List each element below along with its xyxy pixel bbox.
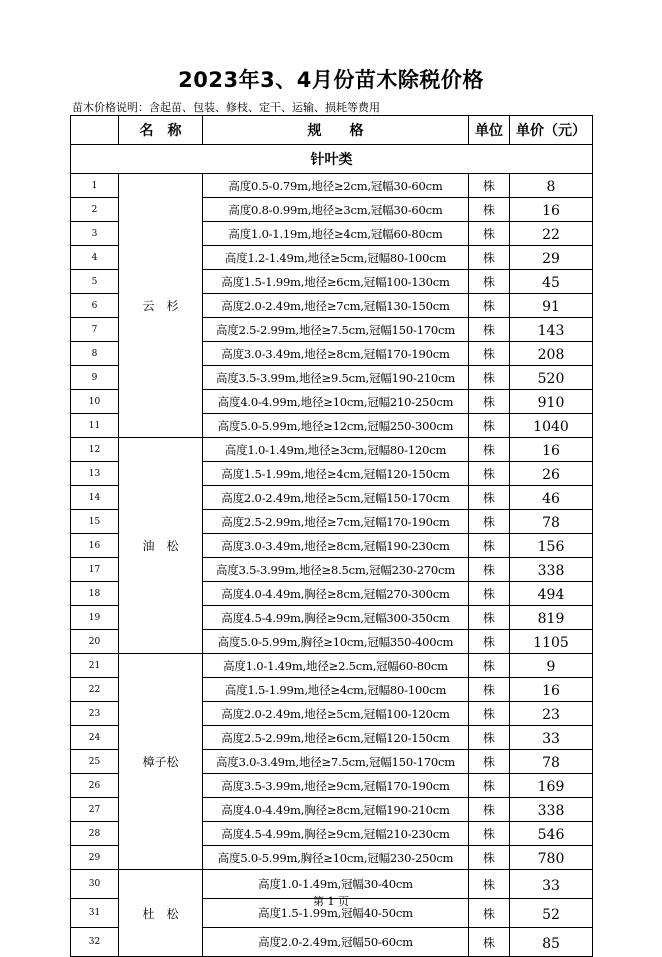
- price-note: 苗木价格说明：含起苗、包装、修枝、定干、运输、损耗等费用: [72, 101, 380, 114]
- spec-cell: 高度5.0-5.99m,胸径≥10cm,冠幅230-250cm: [203, 846, 469, 870]
- unit-cell: 株: [469, 798, 510, 822]
- price-cell: 29: [510, 246, 593, 270]
- header-row: [71, 116, 593, 145]
- spec-cell: 高度1.2-1.49m,地径≥5cm,冠幅80-100cm: [203, 246, 469, 270]
- unit-cell: 株: [469, 899, 510, 928]
- unit-cell: 株: [469, 510, 510, 534]
- spec-cell: 高度4.5-4.99m,胸径≥9cm,冠幅210-230cm: [203, 822, 469, 846]
- row-number: 8: [71, 342, 119, 366]
- spec-cell: 高度1.5-1.99m,地径≥4cm,冠幅120-150cm: [203, 462, 469, 486]
- row-number: 9: [71, 366, 119, 390]
- spec-cell: 高度1.0-1.49m,地径≥3cm,冠幅80-120cm: [203, 438, 469, 462]
- spec-cell: 高度4.0-4.49m,胸径≥8cm,冠幅270-300cm: [203, 582, 469, 606]
- unit-cell: 株: [469, 198, 510, 222]
- spec-cell: 高度1.0-1.19m,地径≥4cm,冠幅60-80cm: [203, 222, 469, 246]
- spec-cell: 高度4.5-4.99m,胸径≥9cm,冠幅300-350cm: [203, 606, 469, 630]
- row-number: 32: [71, 928, 119, 957]
- row-number: 26: [71, 774, 119, 798]
- header-no: [71, 116, 119, 145]
- price-cell: 26: [510, 462, 593, 486]
- row-number: 4: [71, 246, 119, 270]
- spec-cell: 高度3.5-3.99m,地径≥9cm,冠幅170-190cm: [203, 774, 469, 798]
- unit-cell: 株: [469, 486, 510, 510]
- row-number: 27: [71, 798, 119, 822]
- unit-cell: 株: [469, 390, 510, 414]
- unit-cell: 株: [469, 534, 510, 558]
- price-cell: 143: [510, 318, 593, 342]
- unit-cell: 株: [469, 726, 510, 750]
- unit-cell: 株: [469, 928, 510, 957]
- price-cell: 338: [510, 798, 593, 822]
- unit-cell: 株: [469, 414, 510, 438]
- row-number: 3: [71, 222, 119, 246]
- row-number: 7: [71, 318, 119, 342]
- unit-cell: 株: [469, 294, 510, 318]
- price-cell: 819: [510, 606, 593, 630]
- row-number: 12: [71, 438, 119, 462]
- row-number: 22: [71, 678, 119, 702]
- species-name: 油 松: [119, 438, 203, 654]
- price-cell: 9: [510, 654, 593, 678]
- row-number: 15: [71, 510, 119, 534]
- unit-cell: 株: [469, 462, 510, 486]
- price-cell: 45: [510, 270, 593, 294]
- price-cell: 520: [510, 366, 593, 390]
- price-cell: 16: [510, 198, 593, 222]
- row-number: 23: [71, 702, 119, 726]
- unit-cell: 株: [469, 558, 510, 582]
- unit-cell: 株: [469, 438, 510, 462]
- page-number: 第 1 页: [313, 895, 349, 908]
- price-cell: 85: [510, 928, 593, 957]
- spec-cell: 高度1.0-1.49m,地径≥2.5cm,冠幅60-80cm: [203, 654, 469, 678]
- unit-cell: 株: [469, 654, 510, 678]
- table-row: [71, 438, 593, 462]
- spec-cell: 高度3.5-3.99m,地径≥8.5cm,冠幅230-270cm: [203, 558, 469, 582]
- row-number: 6: [71, 294, 119, 318]
- unit-cell: 株: [469, 774, 510, 798]
- unit-cell: 株: [469, 270, 510, 294]
- spec-cell: 高度2.5-2.99m,地径≥6cm,冠幅120-150cm: [203, 726, 469, 750]
- row-number: 2: [71, 198, 119, 222]
- spec-cell: 高度0.8-0.99m,地径≥3cm,冠幅30-60cm: [203, 198, 469, 222]
- spec-cell: 高度3.0-3.49m,地径≥8cm,冠幅170-190cm: [203, 342, 469, 366]
- unit-cell: 株: [469, 702, 510, 726]
- unit-cell: 株: [469, 630, 510, 654]
- row-number: 29: [71, 846, 119, 870]
- row-number: 11: [71, 414, 119, 438]
- row-number: 19: [71, 606, 119, 630]
- unit-cell: 株: [469, 366, 510, 390]
- price-cell: 208: [510, 342, 593, 366]
- row-number: 30: [71, 870, 119, 899]
- page-title: 2023年3、4月份苗木除税价格: [178, 68, 484, 92]
- price-cell: 910: [510, 390, 593, 414]
- price-cell: 33: [510, 870, 593, 899]
- species-name: 云 杉: [119, 174, 203, 438]
- row-number: 31: [71, 899, 119, 928]
- spec-cell: 高度0.5-0.79m,地径≥2cm,冠幅30-60cm: [203, 174, 469, 198]
- price-cell: 78: [510, 510, 593, 534]
- price-cell: 1040: [510, 414, 593, 438]
- unit-cell: 株: [469, 174, 510, 198]
- price-cell: 52: [510, 899, 593, 928]
- price-table: [70, 115, 593, 957]
- row-number: 28: [71, 822, 119, 846]
- header-spec: 规 格: [203, 116, 469, 145]
- spec-cell: 高度4.0-4.99m,地径≥10cm,冠幅210-250cm: [203, 390, 469, 414]
- price-cell: 91: [510, 294, 593, 318]
- row-number: 18: [71, 582, 119, 606]
- species-name: 樟子松: [119, 654, 203, 870]
- spec-cell: 高度2.0-2.49m,地径≥5cm,冠幅150-170cm: [203, 486, 469, 510]
- spec-cell: 高度1.5-1.99m,地径≥4cm,冠幅80-100cm: [203, 678, 469, 702]
- species-name: 杜 松: [119, 870, 203, 957]
- unit-cell: 株: [469, 750, 510, 774]
- unit-cell: 株: [469, 846, 510, 870]
- header-price: 单价（元）: [510, 116, 593, 145]
- header-unit: 单位: [469, 116, 510, 145]
- price-cell: 494: [510, 582, 593, 606]
- section-row: [71, 145, 593, 174]
- unit-cell: 株: [469, 606, 510, 630]
- price-cell: 156: [510, 534, 593, 558]
- spec-cell: 高度5.0-5.99m,胸径≥10cm,冠幅350-400cm: [203, 630, 469, 654]
- price-cell: 78: [510, 750, 593, 774]
- price-cell: 16: [510, 438, 593, 462]
- spec-cell: 高度1.5-1.99m,冠幅40-50cm: [203, 899, 469, 928]
- row-number: 25: [71, 750, 119, 774]
- unit-cell: 株: [469, 582, 510, 606]
- price-cell: 46: [510, 486, 593, 510]
- unit-cell: 株: [469, 246, 510, 270]
- spec-cell: 高度2.0-2.49m,冠幅50-60cm: [203, 928, 469, 957]
- row-number: 16: [71, 534, 119, 558]
- spec-cell: 高度2.5-2.99m,地径≥7cm,冠幅170-190cm: [203, 510, 469, 534]
- unit-cell: 株: [469, 222, 510, 246]
- row-number: 13: [71, 462, 119, 486]
- price-cell: 169: [510, 774, 593, 798]
- spec-cell: 高度4.0-4.49m,胸径≥8cm,冠幅190-210cm: [203, 798, 469, 822]
- price-cell: 546: [510, 822, 593, 846]
- spec-cell: 高度3.0-3.49m,地径≥7.5cm,冠幅150-170cm: [203, 750, 469, 774]
- row-number: 5: [71, 270, 119, 294]
- price-cell: 16: [510, 678, 593, 702]
- row-number: 21: [71, 654, 119, 678]
- unit-cell: 株: [469, 318, 510, 342]
- table-row: [71, 654, 593, 678]
- spec-cell: 高度1.5-1.99m,地径≥6cm,冠幅100-130cm: [203, 270, 469, 294]
- spec-cell: 高度2.5-2.99m,地径≥7.5cm,冠幅150-170cm: [203, 318, 469, 342]
- price-cell: 338: [510, 558, 593, 582]
- price-cell: 22: [510, 222, 593, 246]
- row-number: 17: [71, 558, 119, 582]
- unit-cell: 株: [469, 342, 510, 366]
- spec-cell: 高度5.0-5.99m,地径≥12cm,冠幅250-300cm: [203, 414, 469, 438]
- price-cell: 8: [510, 174, 593, 198]
- row-number: 20: [71, 630, 119, 654]
- spec-cell: 高度2.0-2.49m,地径≥7cm,冠幅130-150cm: [203, 294, 469, 318]
- spec-cell: 高度2.0-2.49m,地径≥5cm,冠幅100-120cm: [203, 702, 469, 726]
- spec-cell: 高度3.0-3.49m,地径≥8cm,冠幅190-230cm: [203, 534, 469, 558]
- unit-cell: 株: [469, 678, 510, 702]
- spec-cell: 高度1.0-1.49m,冠幅30-40cm: [203, 870, 469, 899]
- header-name: 名 称: [119, 116, 203, 145]
- price-cell: 23: [510, 702, 593, 726]
- row-number: 1: [71, 174, 119, 198]
- price-cell: 780: [510, 846, 593, 870]
- spec-cell: 高度3.5-3.99m,地径≥9.5cm,冠幅190-210cm: [203, 366, 469, 390]
- row-number: 14: [71, 486, 119, 510]
- section-label: 针叶类: [71, 145, 593, 174]
- unit-cell: 株: [469, 870, 510, 899]
- unit-cell: 株: [469, 822, 510, 846]
- price-cell: 1105: [510, 630, 593, 654]
- row-number: 10: [71, 390, 119, 414]
- row-number: 24: [71, 726, 119, 750]
- table-row: [71, 174, 593, 198]
- price-cell: 33: [510, 726, 593, 750]
